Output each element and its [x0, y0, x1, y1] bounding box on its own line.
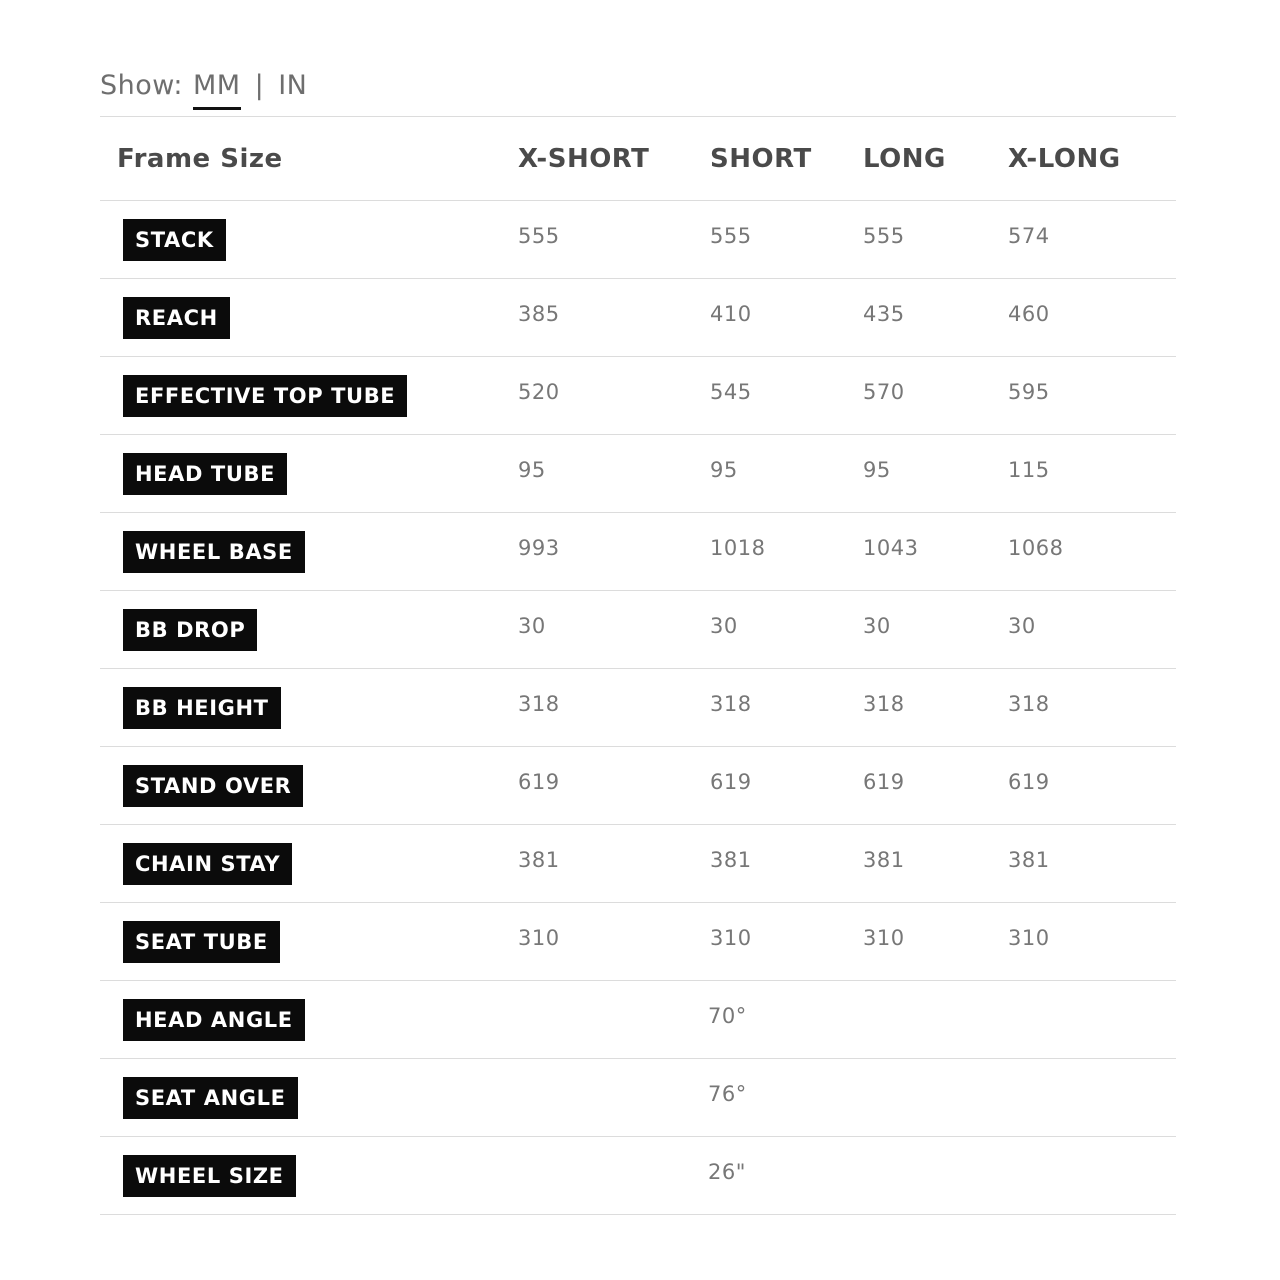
row-label-bb-height: BB HEIGHT	[123, 687, 281, 729]
table-cell: 30	[710, 613, 738, 638]
table-cell: 619	[710, 769, 752, 794]
table-row	[100, 825, 1176, 903]
table-row	[100, 435, 1176, 513]
row-label-chain-stay: CHAIN STAY	[123, 843, 292, 885]
column-header-x-long: X-LONG	[1008, 143, 1121, 174]
table-cell: 381	[710, 847, 752, 872]
geometry-table	[100, 116, 1176, 1215]
table-row	[100, 903, 1176, 981]
unit-in-option[interactable]: IN	[278, 70, 308, 101]
row-label-stand-over: STAND OVER	[123, 765, 303, 807]
table-cell: 545	[710, 379, 752, 404]
table-cell: 318	[710, 691, 752, 716]
row-label-cell	[100, 357, 518, 435]
row-label-cell	[100, 981, 518, 1059]
show-label: Show:	[100, 70, 183, 101]
table-row	[100, 669, 1176, 747]
table-cell: 30	[863, 613, 891, 638]
table-row	[100, 1059, 1176, 1137]
row-label-cell	[100, 669, 518, 747]
table-row	[100, 981, 1176, 1059]
table-cell: 310	[1008, 925, 1050, 950]
table-cell: 555	[863, 223, 905, 248]
row-label-reach: REACH	[123, 297, 230, 339]
table-cell: 570	[863, 379, 905, 404]
row-label-cell	[100, 903, 518, 981]
row-label-seat-angle: SEAT ANGLE	[123, 1077, 298, 1119]
row-label-cell	[100, 591, 518, 669]
table-cell: 381	[1008, 847, 1050, 872]
column-header-x-short: X-SHORT	[518, 143, 650, 174]
table-cell: 993	[518, 535, 560, 560]
table-cell: 115	[1008, 457, 1050, 482]
row-label-cell	[100, 1137, 518, 1215]
table-cell: 1043	[863, 535, 919, 560]
table-cell: 619	[518, 769, 560, 794]
row-label-effective-top-tube: EFFECTIVE TOP TUBE	[123, 375, 407, 417]
table-cell: 619	[1008, 769, 1050, 794]
row-label-cell	[100, 279, 518, 357]
row-label-cell	[100, 513, 518, 591]
table-cell: 318	[518, 691, 560, 716]
row-label-bb-drop: BB DROP	[123, 609, 257, 651]
table-cell: 555	[518, 223, 560, 248]
table-cell: 460	[1008, 301, 1050, 326]
table-row	[100, 279, 1176, 357]
table-row	[100, 513, 1176, 591]
table-cell: 574	[1008, 223, 1050, 248]
column-header-long: LONG	[863, 143, 946, 174]
table-cell: 30	[518, 613, 546, 638]
spanning-value-cell: 70°	[708, 1003, 747, 1028]
table-cell: 318	[863, 691, 905, 716]
table-cell: 318	[1008, 691, 1050, 716]
table-row	[100, 747, 1176, 825]
table-cell: 520	[518, 379, 560, 404]
row-label-wheel-size: WHEEL SIZE	[123, 1155, 296, 1197]
row-label-stack: STACK	[123, 219, 226, 261]
table-body	[100, 201, 1176, 1215]
table-cell: 410	[710, 301, 752, 326]
table-cell: 595	[1008, 379, 1050, 404]
row-label-head-tube: HEAD TUBE	[123, 453, 287, 495]
table-cell: 385	[518, 301, 560, 326]
row-label-cell	[100, 825, 518, 903]
table-cell: 381	[518, 847, 560, 872]
table-cell: 310	[863, 925, 905, 950]
row-label-head-angle: HEAD ANGLE	[123, 999, 305, 1041]
frame-size-heading: Frame Size	[117, 143, 283, 174]
table-cell: 1068	[1008, 535, 1064, 560]
table-cell: 435	[863, 301, 905, 326]
row-label-seat-tube: SEAT TUBE	[123, 921, 280, 963]
spanning-value-cell: 26"	[708, 1159, 746, 1184]
table-cell: 1018	[710, 535, 766, 560]
table-cell: 381	[863, 847, 905, 872]
row-label-cell	[100, 747, 518, 825]
row-label-cell	[100, 435, 518, 513]
table-row	[100, 591, 1176, 669]
table-row	[100, 201, 1176, 279]
table-cell: 310	[710, 925, 752, 950]
unit-separator: |	[254, 70, 265, 101]
table-cell: 30	[1008, 613, 1036, 638]
unit-mm-option[interactable]: MM	[193, 70, 241, 110]
table-row	[100, 1137, 1176, 1215]
table-cell: 619	[863, 769, 905, 794]
table-cell: 95	[518, 457, 546, 482]
row-label-cell	[100, 1059, 518, 1137]
table-row	[100, 357, 1176, 435]
row-label-wheel-base: WHEEL BASE	[123, 531, 305, 573]
table-cell: 310	[518, 925, 560, 950]
row-label-cell	[100, 201, 518, 279]
column-header-short: SHORT	[710, 143, 812, 174]
table-cell: 95	[863, 457, 891, 482]
table-cell: 555	[710, 223, 752, 248]
table-cell: 95	[710, 457, 738, 482]
table-header-row	[100, 117, 1176, 201]
spanning-value-cell: 76°	[708, 1081, 747, 1106]
unit-switch	[100, 70, 307, 114]
